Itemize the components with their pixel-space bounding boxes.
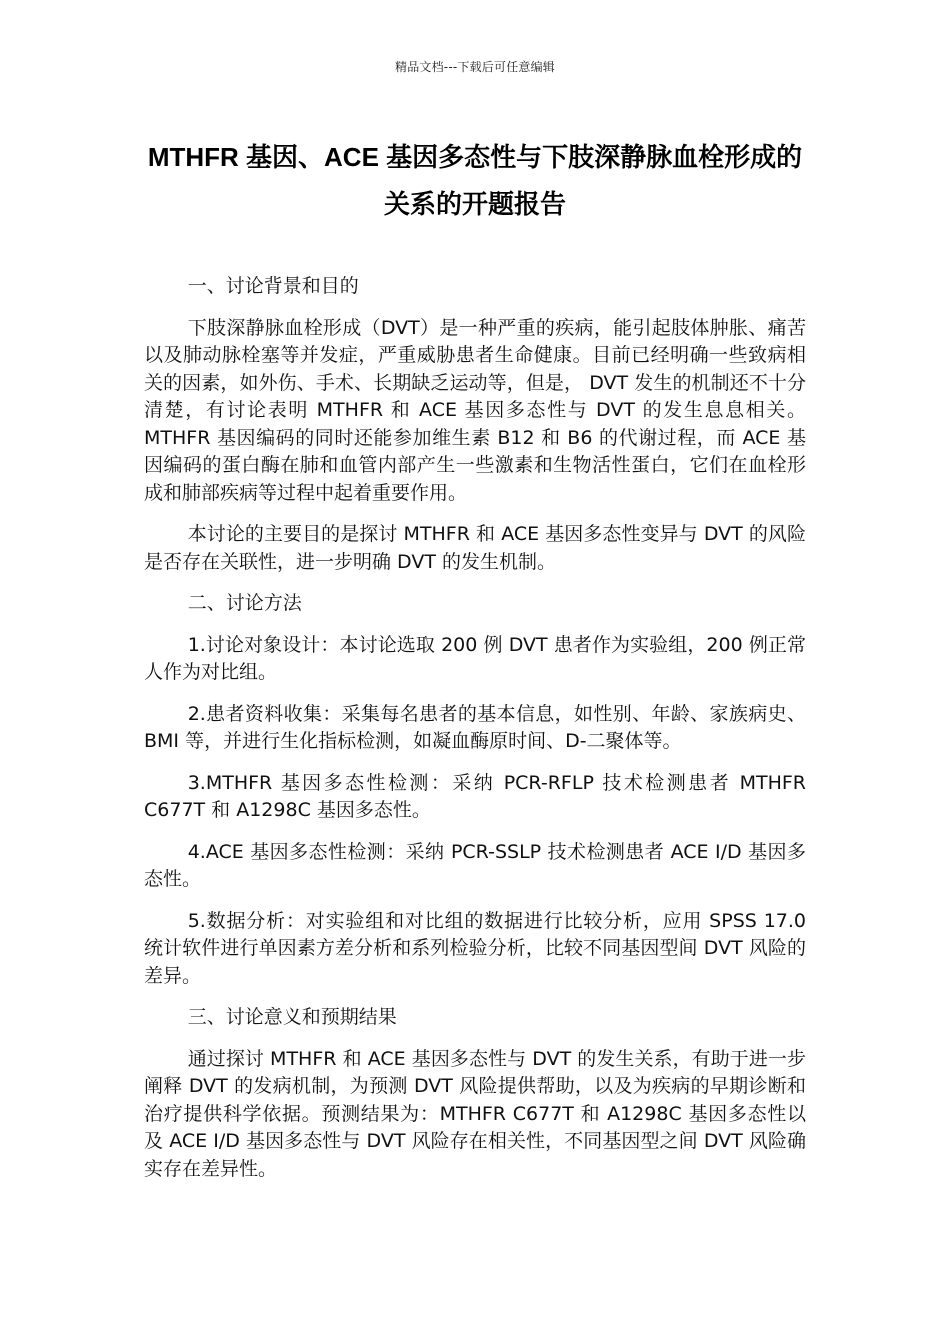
paragraph-significance: 通过探讨 MTHFR 和 ACE 基因多态性与 DVT 的发生关系，有助于进一步阐释 DVT 的发病机制，为预测 DVT 风险提供帮助，以及为疾病的早期诊断和治疗提供科学依据。预测结果为：MTHFR C677T 和 A1298C 基因多态性以及 ACE I/D 基因多态性与 DVT 风险存在相关性，不同基因型之间 DVT 风险确实存在差异性。: [144, 1047, 806, 1180]
header-note: 精品文档---下载后可任意编辑: [395, 60, 555, 74]
paragraph-method-5: 5.数据分析：对实验组和对比组的数据进行比较分析，应用 SPSS 17.0 统计软件进行单因素方差分析和系列检验分析，比较不同基因型间 DVT 风险的差异。: [144, 909, 806, 987]
paragraph-background: 下肢深静脉血栓形成（DVT）是一种严重的疾病，能引起肢体肿胀、痛苦以及肺动脉栓塞等并发症，严重威胁患者生命健康。目前已经明确一些致病相关的因素，如外伤、手术、长期缺乏运动等，但是， DVT 发生的机制还不十分清楚，有讨论表明 MTHFR 和 ACE 基因多态性与 DVT 的发生息息相关。MTHFR 基因编码的同时还能参加维生素 B12 和 B6 的代谢过程，而 ACE 基因编码的蛋白酶在肺和血管内部产生一些激素和生物活性蛋白，它们在血栓形成和肺部疾病等过程中起着重要作用。: [144, 316, 806, 504]
paragraph-objective: 本讨论的主要目的是探讨 MTHFR 和 ACE 基因多态性变异与 DVT 的风险是否存在关联性，进一步明确 DVT 的发生机制。: [144, 523, 806, 573]
section-heading-methods: 二、讨论方法: [187, 592, 302, 614]
paragraph-method-1: 1.讨论对象设计：本讨论选取 200 例 DVT 患者作为实验组，200 例正常人作为对比组。: [144, 633, 806, 683]
document-body: [144, 273, 806, 1197]
section-heading-background: 一、讨论背景和目的: [187, 275, 359, 297]
paragraph-method-3: 3.MTHFR 基因多态性检测：采纳 PCR-RFLP 技术检测患者 MTHFR C677T 和 A1298C 基因多态性。: [144, 771, 806, 821]
section-heading-significance: 三、讨论意义和预期结果: [187, 1006, 397, 1028]
document-title: MTHFR 基因、ACE 基因多态性与下肢深静脉血栓形成的关系的开题报告: [147, 142, 803, 219]
paragraph-method-2: 2.患者资料收集：采集每名患者的基本信息，如性别、年龄、家族病史、BMI 等，并进行生化指标检测，如凝血酶原时间、D-二聚体等。: [144, 702, 806, 752]
paragraph-method-4: 4.ACE 基因多态性检测：采纳 PCR-SSLP 技术检测患者 ACE I/D 基因多态性。: [144, 840, 806, 890]
